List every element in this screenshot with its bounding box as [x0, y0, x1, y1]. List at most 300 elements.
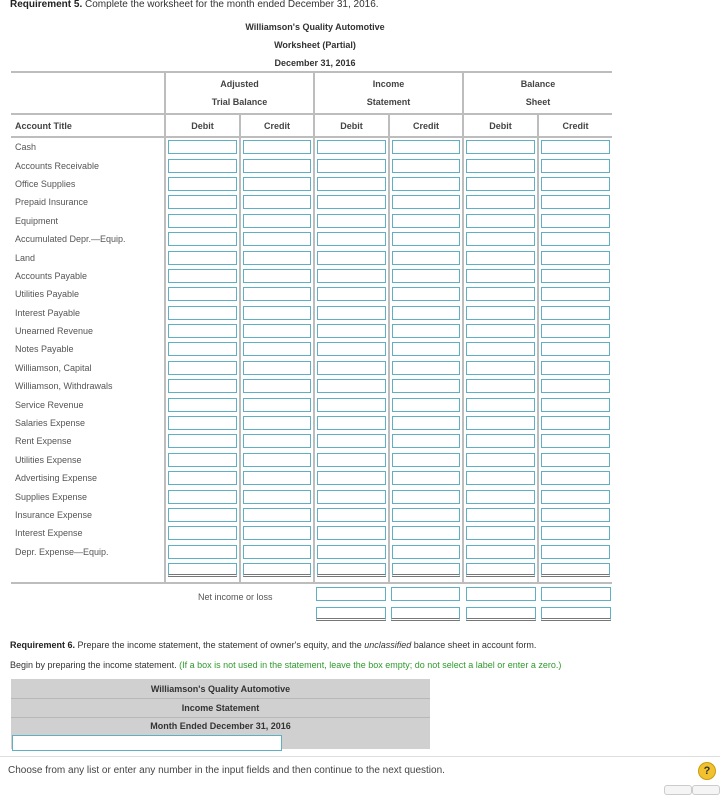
account-title: Williamson, Withdrawals [15, 381, 113, 392]
bs-debit-input[interactable] [466, 361, 535, 375]
is-credit-input[interactable] [392, 195, 460, 209]
bs-debit-input[interactable] [466, 434, 535, 448]
bs-credit-input[interactable] [541, 342, 610, 356]
account-title: Interest Expense [15, 528, 83, 539]
cell-is-debit [314, 469, 389, 487]
table-bottom [11, 579, 612, 583]
cell-bs-debit [463, 322, 538, 340]
is-title: Income Statement [181, 703, 260, 713]
atb-debit-input[interactable] [168, 232, 237, 246]
bs-credit-input[interactable] [541, 269, 610, 283]
cell-bs-credit [538, 267, 612, 285]
atb-credit-input[interactable] [243, 545, 311, 559]
is-debit-input[interactable] [317, 140, 386, 154]
is-debit-input[interactable] [317, 195, 386, 209]
cell-is-debit [314, 506, 389, 524]
cell-bs-credit [538, 451, 612, 469]
is-debit-input[interactable] [317, 471, 386, 485]
bs-credit-input[interactable] [541, 232, 610, 246]
begin-instruction: Begin by preparing the income statement. (If a box is not used in the statement, leave the box empty; do not select a label or enter a zero.) [10, 660, 562, 670]
is-credit-input[interactable] [392, 508, 460, 522]
nav-next-button[interactable] [692, 785, 720, 795]
account-title: Utilities Expense [15, 454, 82, 465]
cell-bs-credit [538, 469, 612, 487]
bs-debit-input[interactable] [466, 453, 535, 467]
is-debit-input[interactable] [317, 453, 386, 467]
account-row [11, 524, 612, 542]
atb-debit-input[interactable] [168, 195, 237, 209]
cell-bs-debit [463, 267, 538, 285]
bs-debit-input[interactable] [466, 306, 535, 320]
is-credit-input[interactable] [392, 453, 460, 467]
cell-is-credit [389, 395, 463, 413]
cell-atb-debit [165, 340, 240, 358]
final-total-is-credit-input[interactable] [391, 607, 460, 621]
bs-credit-input[interactable] [541, 177, 610, 191]
final-total-is-debit-input[interactable] [316, 607, 386, 621]
atb-credit-input[interactable] [243, 508, 311, 522]
account-title: Salaries Expense [15, 418, 86, 429]
bs-debit-input[interactable] [466, 398, 535, 412]
bs-credit-input[interactable] [541, 398, 610, 412]
account-row [11, 487, 612, 505]
is-debit-input[interactable] [317, 508, 386, 522]
bs-debit-input[interactable] [466, 251, 535, 265]
cell-atb-credit [240, 561, 314, 579]
cell-is-debit [314, 414, 389, 432]
cell-bs-credit [538, 395, 612, 413]
cell-atb-credit [240, 230, 314, 248]
cell-is-credit [389, 524, 463, 542]
cell-bs-debit [463, 285, 538, 303]
is-credit-input[interactable] [392, 306, 460, 320]
cell-bs-credit [538, 524, 612, 542]
bs-debit-input[interactable] [466, 287, 535, 301]
atb-debit-input[interactable] [168, 416, 237, 430]
cell-bs-debit [463, 212, 538, 230]
bs-credit-input[interactable] [541, 324, 610, 338]
cell-is-debit [314, 230, 389, 248]
header-atb-debit: Debit [165, 114, 240, 137]
bs-credit-input[interactable] [541, 214, 610, 228]
account-row [11, 395, 612, 413]
is-credit-input[interactable] [392, 545, 460, 559]
cell-bs-credit [538, 487, 612, 505]
atb-debit-input[interactable] [168, 140, 237, 154]
total-bs-debit-input[interactable] [466, 563, 535, 577]
cell-bs-credit [538, 193, 612, 211]
atb-credit-input[interactable] [243, 416, 311, 430]
cell-is-credit [389, 487, 463, 505]
cell-atb-credit [240, 414, 314, 432]
atb-credit-input[interactable] [243, 453, 311, 467]
account-title: Land [15, 252, 36, 263]
cell-is-debit [314, 212, 389, 230]
account-row [11, 322, 612, 340]
bs-credit-input[interactable] [541, 361, 610, 375]
total-is-debit-input[interactable] [317, 563, 386, 577]
atb-debit-input[interactable] [168, 214, 237, 228]
atb-debit-input[interactable] [168, 508, 237, 522]
cell-atb-debit [165, 137, 240, 156]
bs-debit-input[interactable] [466, 324, 535, 338]
is-first-line-select[interactable] [12, 735, 282, 751]
footer-message: Choose from any list or enter any number in the input fields and then continue to the next question. [8, 765, 445, 776]
cell-is-credit [389, 156, 463, 174]
bs-debit-input[interactable] [466, 471, 535, 485]
bs-credit-input[interactable] [541, 287, 610, 301]
is-debit-input[interactable] [317, 214, 386, 228]
cell-is-credit [389, 285, 463, 303]
bs-credit-input[interactable] [541, 416, 610, 430]
total-is-credit-input[interactable] [392, 563, 460, 577]
account-title: Equipment [15, 215, 59, 226]
cell-atb-debit [165, 414, 240, 432]
begin-note: (If a box is not used in the statement, leave the box empty; do not select a label or enter a zero.) [179, 660, 562, 670]
atb-debit-input[interactable] [168, 471, 237, 485]
cell-is-credit [389, 414, 463, 432]
cell-bs-debit [463, 230, 538, 248]
header-atb-credit: Credit [240, 114, 314, 137]
is-credit-input[interactable] [392, 287, 460, 301]
bs-credit-input[interactable] [541, 434, 610, 448]
account-row [11, 451, 612, 469]
is-debit-input[interactable] [317, 545, 386, 559]
final-total-bs-credit-input[interactable] [541, 607, 611, 621]
cell-atb-credit [240, 322, 314, 340]
is-credit-input[interactable] [392, 159, 460, 173]
cell-bs-debit [463, 175, 538, 193]
cell-is-debit [314, 561, 389, 579]
cell-is-debit [314, 156, 389, 174]
is-credit-input[interactable] [392, 416, 460, 430]
cell-is-credit [389, 304, 463, 322]
is-debit-input[interactable] [317, 434, 386, 448]
cell-bs-debit [463, 414, 538, 432]
atb-credit-input[interactable] [243, 287, 311, 301]
totals-row [11, 561, 612, 579]
cell-is-credit [389, 193, 463, 211]
bs-debit-input[interactable] [466, 545, 535, 559]
cell-atb-debit [165, 506, 240, 524]
atb-debit-input[interactable] [168, 526, 237, 540]
cell-is-debit [314, 395, 389, 413]
cell-atb-credit [240, 487, 314, 505]
is-credit-input[interactable] [392, 361, 460, 375]
account-title: Supplies Expense [15, 491, 88, 502]
cell-is-credit [389, 432, 463, 450]
account-row [11, 543, 612, 561]
is-debit-input[interactable] [317, 361, 386, 375]
bs-debit-input[interactable] [466, 342, 535, 356]
atb-credit-input[interactable] [243, 471, 311, 485]
bs-debit-input[interactable] [466, 177, 535, 191]
account-title: Interest Payable [15, 307, 81, 318]
is-debit-input[interactable] [317, 287, 386, 301]
atb-debit-input[interactable] [168, 159, 237, 173]
account-title: Williamson, Capital [15, 362, 92, 373]
cell-is-debit [314, 322, 389, 340]
cell-is-debit [314, 340, 389, 358]
cell-is-credit [389, 267, 463, 285]
help-icon[interactable]: ? [698, 762, 716, 780]
account-row [11, 230, 612, 248]
atb-debit-input[interactable] [168, 324, 237, 338]
cell-bs-credit [538, 156, 612, 174]
atb-debit-input[interactable] [168, 398, 237, 412]
cell-is-debit [314, 304, 389, 322]
is-debit-input[interactable] [317, 379, 386, 393]
bs-debit-input[interactable] [466, 416, 535, 430]
header-bs-debit: Debit [463, 114, 538, 137]
is-debit-input[interactable] [317, 251, 386, 265]
atb-debit-input[interactable] [168, 434, 237, 448]
total-bs-credit-input[interactable] [541, 563, 610, 577]
cell-is-debit [314, 432, 389, 450]
bs-debit-input[interactable] [466, 159, 535, 173]
atb-credit-input[interactable] [243, 342, 311, 356]
bs-credit-input[interactable] [541, 251, 610, 265]
is-credit-input[interactable] [392, 490, 460, 504]
is-debit-input[interactable] [317, 398, 386, 412]
cell-bs-debit [463, 524, 538, 542]
is-debit-input[interactable] [317, 177, 386, 191]
cell-atb-debit [165, 156, 240, 174]
atb-credit-input[interactable] [243, 398, 311, 412]
atb-debit-input[interactable] [168, 177, 237, 191]
account-title: Accounts Receivable [15, 160, 100, 171]
total-atb-debit-input[interactable] [168, 563, 237, 577]
cell-bs-credit [538, 359, 612, 377]
total-atb-credit-input[interactable] [243, 563, 311, 577]
is-credit-input[interactable] [392, 251, 460, 265]
bs-debit-input[interactable] [466, 140, 535, 154]
bs-debit-input[interactable] [466, 214, 535, 228]
bs-credit-input[interactable] [541, 508, 610, 522]
cell-atb-debit [165, 487, 240, 505]
is-debit-input[interactable] [317, 526, 386, 540]
atb-debit-input[interactable] [168, 269, 237, 283]
cell-atb-credit [240, 451, 314, 469]
cell-atb-credit [240, 304, 314, 322]
is-credit-input[interactable] [392, 398, 460, 412]
cell-is-debit [314, 487, 389, 505]
atb-debit-input[interactable] [168, 490, 237, 504]
atb-credit-input[interactable] [243, 177, 311, 191]
account-row [11, 156, 612, 174]
atb-credit-input[interactable] [243, 434, 311, 448]
is-debit-input[interactable] [317, 416, 386, 430]
final-total-bs-debit-input[interactable] [466, 607, 536, 621]
bs-credit-input[interactable] [541, 490, 610, 504]
is-credit-input[interactable] [392, 379, 460, 393]
cell-atb-credit [240, 506, 314, 524]
cell-is-credit [389, 543, 463, 561]
is-period: Month Ended December 31, 2016 [150, 721, 291, 731]
account-title: Utilities Payable [15, 289, 80, 300]
worksheet-date: December 31, 2016 [274, 58, 356, 68]
bs-debit-input[interactable] [466, 232, 535, 246]
atb-credit-input[interactable] [243, 269, 311, 283]
bs-credit-input[interactable] [541, 471, 610, 485]
is-credit-input[interactable] [392, 214, 460, 228]
cell-atb-debit [165, 377, 240, 395]
net-income-label: Net income or loss [198, 592, 273, 602]
cell-atb-debit [165, 193, 240, 211]
cell-atb-debit [165, 175, 240, 193]
account-title: Depr. Expense—Equip. [15, 546, 109, 557]
bs-debit-input[interactable] [466, 195, 535, 209]
is-credit-input[interactable] [392, 434, 460, 448]
cell-is-debit [314, 137, 389, 156]
account-row [11, 506, 612, 524]
bs-debit-input[interactable] [466, 269, 535, 283]
cell-is-debit [314, 543, 389, 561]
requirement-5-description: Complete the worksheet for the month ended December 31, 2016. [82, 0, 379, 10]
atb-credit-input[interactable] [243, 306, 311, 320]
atb-credit-input[interactable] [243, 379, 311, 393]
requirement-5-text [10, 0, 379, 10]
cell-is-credit [389, 561, 463, 579]
cell-bs-debit [463, 395, 538, 413]
is-credit-input[interactable] [392, 471, 460, 485]
account-title: Cash [15, 142, 37, 153]
is-debit-input[interactable] [317, 269, 386, 283]
atb-credit-input[interactable] [243, 490, 311, 504]
bs-credit-input[interactable] [541, 195, 610, 209]
atb-credit-input[interactable] [243, 195, 311, 209]
atb-debit-input[interactable] [168, 306, 237, 320]
is-debit-input[interactable] [317, 232, 386, 246]
cell-is-credit [389, 451, 463, 469]
bs-credit-input[interactable] [541, 453, 610, 467]
is-debit-input[interactable] [317, 490, 386, 504]
account-title: Service Revenue [15, 399, 84, 410]
totals-label [11, 561, 165, 579]
is-credit-input[interactable] [392, 526, 460, 540]
account-title: Office Supplies [15, 178, 76, 189]
is-debit-input[interactable] [317, 324, 386, 338]
net-income-bs-credit-input[interactable] [541, 587, 611, 601]
cell-bs-debit [463, 340, 538, 358]
is-debit-input[interactable] [317, 342, 386, 356]
bs-credit-input[interactable] [541, 526, 610, 540]
requirement-6-text: Requirement 6. Prepare the income statement, the statement of owner's equity, and the unclassified balance sheet in account form. [10, 640, 537, 650]
cell-bs-debit [463, 156, 538, 174]
is-credit-input[interactable] [392, 140, 460, 154]
bs-debit-input[interactable] [466, 508, 535, 522]
cell-atb-credit [240, 175, 314, 193]
bs-credit-input[interactable] [541, 306, 610, 320]
atb-credit-input[interactable] [243, 324, 311, 338]
is-credit-input[interactable] [392, 177, 460, 191]
worksheet-table [11, 71, 612, 584]
account-title: Accounts Payable [15, 270, 88, 281]
cell-is-credit [389, 377, 463, 395]
is-credit-input[interactable] [392, 232, 460, 246]
atb-debit-input[interactable] [168, 287, 237, 301]
account-row [11, 212, 612, 230]
cell-bs-debit [463, 451, 538, 469]
cell-bs-credit [538, 432, 612, 450]
cell-bs-credit [538, 175, 612, 193]
net-income-is-debit-input[interactable] [316, 587, 386, 601]
cell-bs-credit [538, 137, 612, 156]
atb-debit-input[interactable] [168, 545, 237, 559]
cell-is-debit [314, 359, 389, 377]
bs-debit-input[interactable] [466, 379, 535, 393]
bs-credit-input[interactable] [541, 545, 610, 559]
atb-debit-input[interactable] [168, 379, 237, 393]
cell-bs-debit [463, 506, 538, 524]
atb-credit-input[interactable] [243, 526, 311, 540]
cell-bs-credit [538, 561, 612, 579]
bs-credit-input[interactable] [541, 379, 610, 393]
cell-is-debit [314, 193, 389, 211]
cell-atb-debit [165, 212, 240, 230]
cell-is-credit [389, 469, 463, 487]
requirement-6-label: Requirement 6. [10, 640, 76, 650]
cell-atb-debit [165, 359, 240, 377]
header-is-debit: Debit [314, 114, 389, 137]
nav-prev-button[interactable] [664, 785, 692, 795]
account-title: Advertising Expense [15, 473, 98, 484]
account-row [11, 432, 612, 450]
atb-credit-input[interactable] [243, 251, 311, 265]
cell-atb-debit [165, 543, 240, 561]
cell-atb-credit [240, 193, 314, 211]
atb-credit-input[interactable] [243, 159, 311, 173]
bs-credit-input[interactable] [541, 159, 610, 173]
cell-atb-credit [240, 212, 314, 230]
atb-credit-input[interactable] [243, 232, 311, 246]
cell-is-debit [314, 285, 389, 303]
is-debit-input[interactable] [317, 306, 386, 320]
atb-debit-input[interactable] [168, 453, 237, 467]
cell-atb-debit [165, 432, 240, 450]
cell-bs-debit [463, 543, 538, 561]
cell-is-credit [389, 340, 463, 358]
net-income-is-credit-input[interactable] [391, 587, 460, 601]
atb-credit-input[interactable] [243, 140, 311, 154]
cell-is-debit [314, 175, 389, 193]
cell-bs-debit [463, 304, 538, 322]
atb-debit-input[interactable] [168, 361, 237, 375]
atb-credit-input[interactable] [243, 214, 311, 228]
bs-credit-input[interactable] [541, 140, 610, 154]
cell-is-credit [389, 322, 463, 340]
net-income-bs-debit-input[interactable] [466, 587, 536, 601]
atb-debit-input[interactable] [168, 251, 237, 265]
cell-atb-credit [240, 377, 314, 395]
is-credit-input[interactable] [392, 324, 460, 338]
bs-debit-input[interactable] [466, 526, 535, 540]
group-adjusted-trial-balance: Adjusted Trial Balance [165, 72, 314, 114]
account-title: Insurance Expense [15, 510, 93, 520]
bs-debit-input[interactable] [466, 490, 535, 504]
requirement-5-label: Requirement 5. [10, 0, 83, 10]
is-debit-input[interactable] [317, 159, 386, 173]
atb-debit-input[interactable] [168, 342, 237, 356]
atb-credit-input[interactable] [243, 361, 311, 375]
cell-bs-debit [463, 469, 538, 487]
account-row [11, 285, 612, 303]
is-credit-input[interactable] [392, 342, 460, 356]
cell-atb-debit [165, 248, 240, 266]
is-credit-input[interactable] [392, 269, 460, 283]
cell-is-debit [314, 267, 389, 285]
account-row [11, 469, 612, 487]
